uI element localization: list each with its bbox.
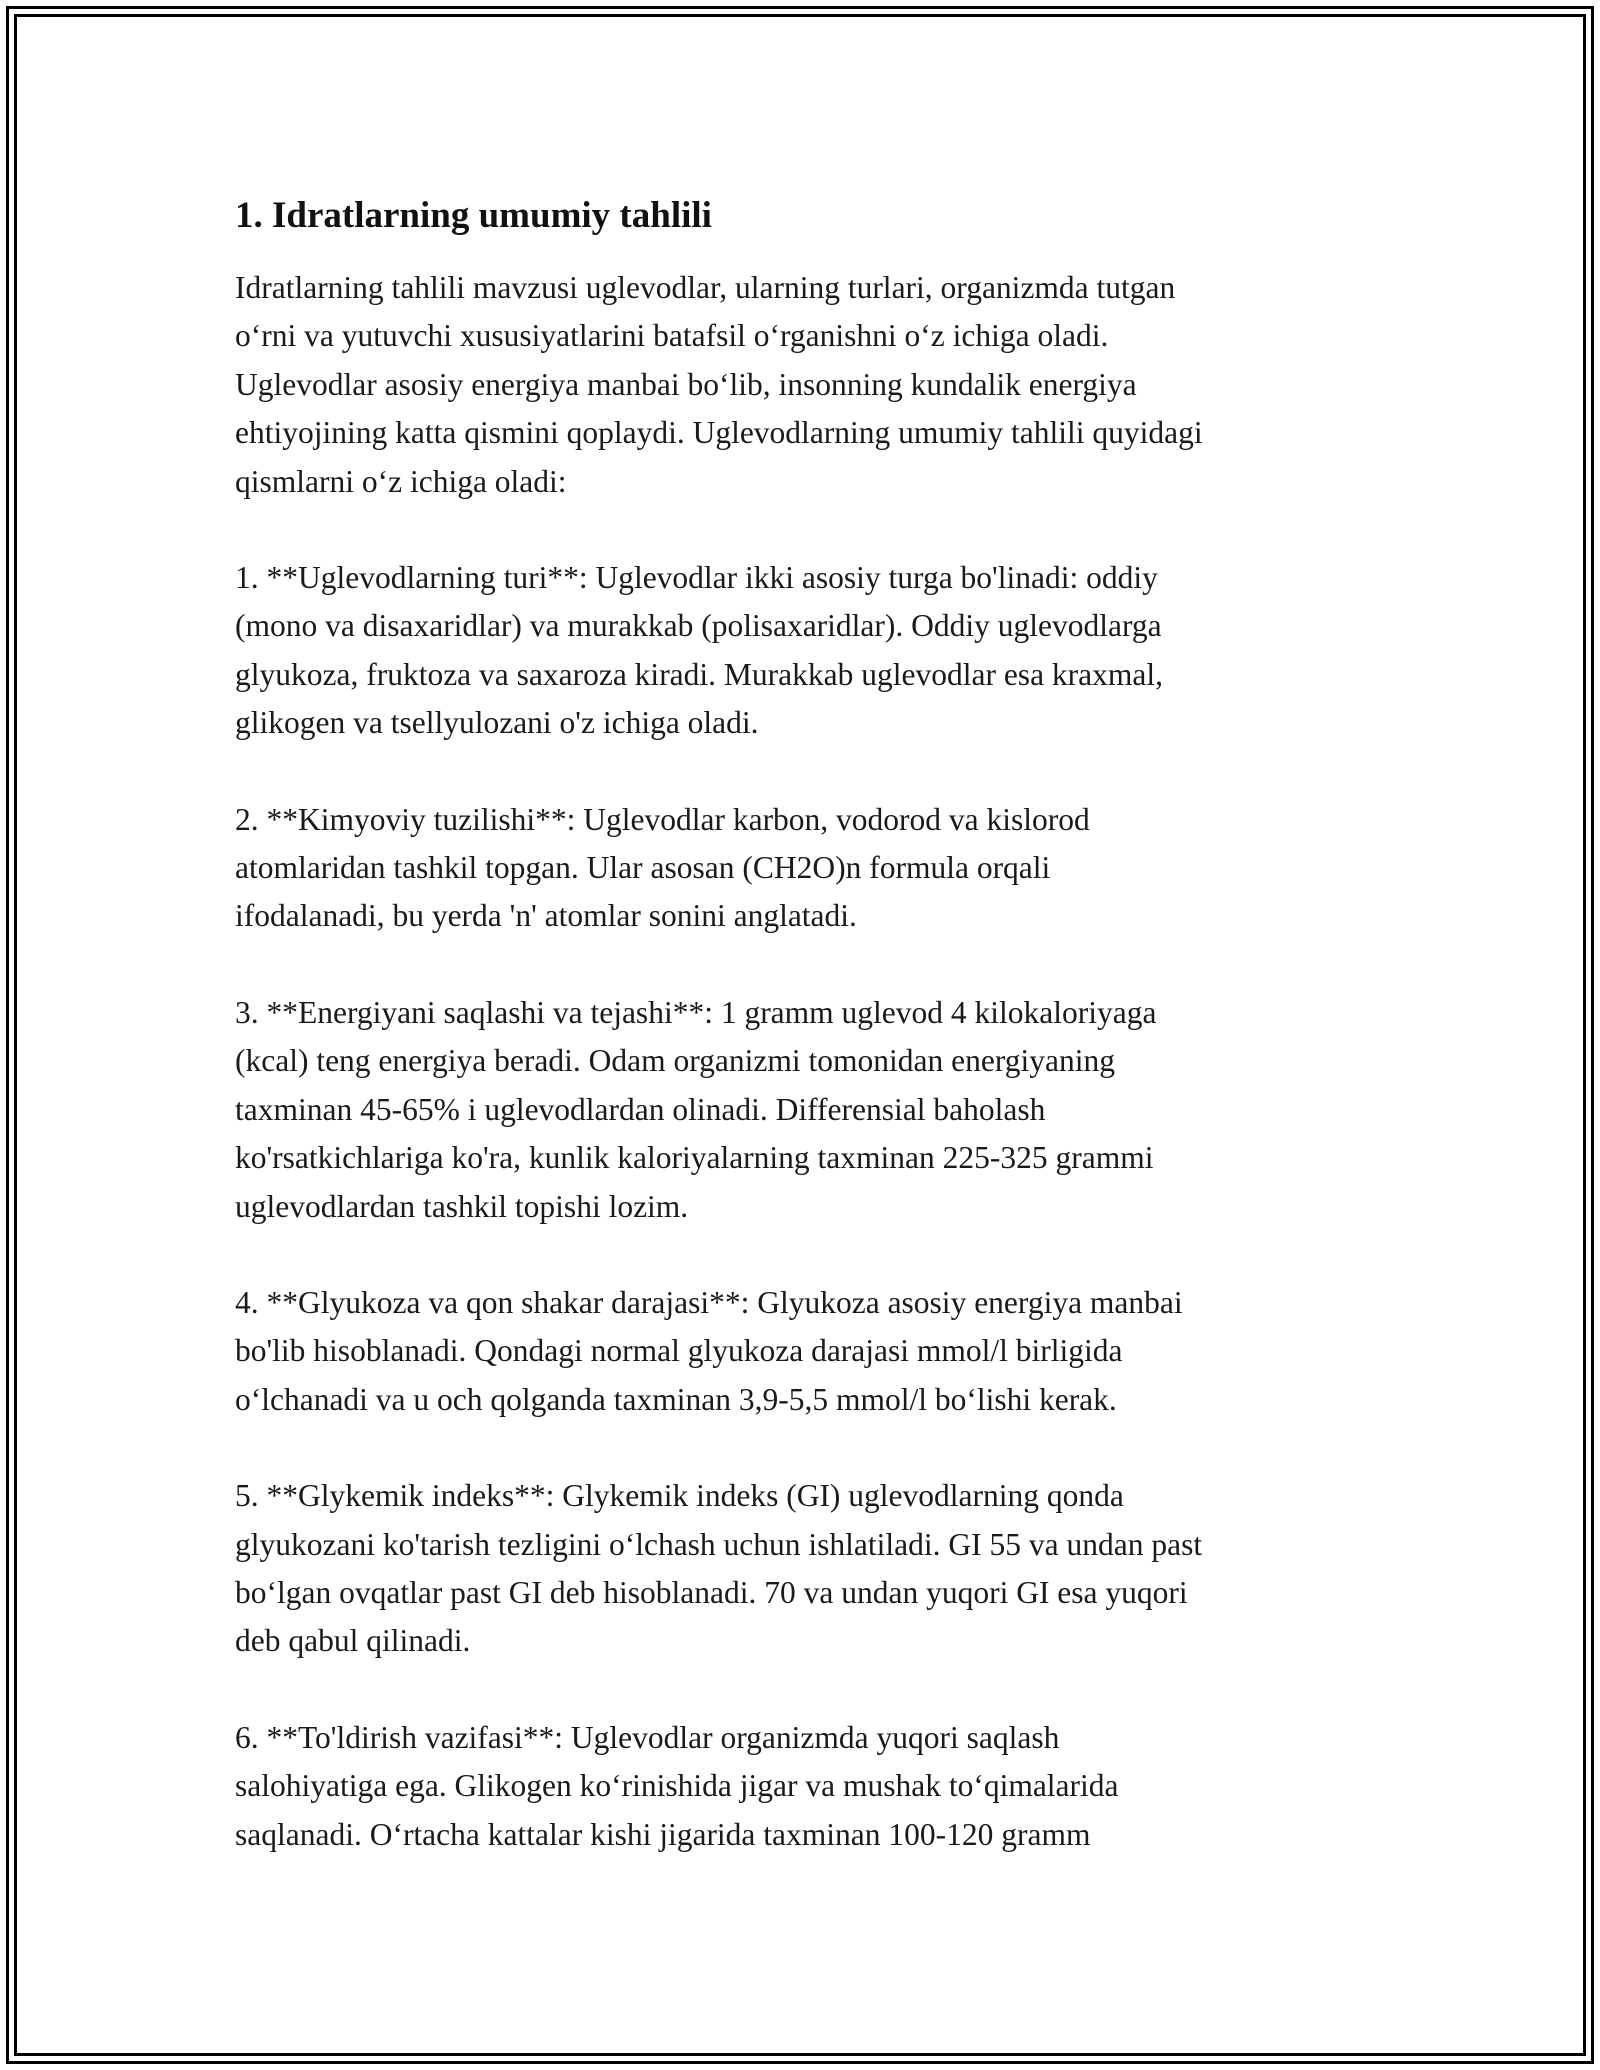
text-line: 4. **Glyukoza va qon shakar darajasi**: Glyukoza asosiy energiya manbai — [235, 1284, 1183, 1320]
text-line: Idratlarning tahlili mavzusi uglevodlar, ularning turlari, organizmda tutgan — [235, 270, 1176, 305]
text-line: ehtiyojining katta qismini qoplaydi. Uglevodlarning umumiy tahlili quyidagi — [235, 415, 1203, 451]
text-line: ko'rsatkichlariga ko'ra, kunlik kaloriyalarning taxminan 225-325 grammi — [235, 1140, 1154, 1176]
list-item-glucose — [235, 1279, 1385, 1424]
list-item-chemical-structure — [235, 796, 1385, 941]
text-line: Uglevodlar asosiy energiya manbai bo‘lib, insonning kundalik energiya — [235, 366, 1137, 402]
text-line: ifodalanadi, bu yerda 'n' atomlar sonini anglatadi. — [235, 898, 857, 934]
text-line: taxminan 45-65% i uglevodlardan olinadi. Differensial baholash — [235, 1091, 1046, 1127]
text-line: o‘rni va yutuvchi xususiyatlarini batafsil o‘rganishni o‘z ichiga oladi. — [235, 318, 1109, 354]
intro-paragraph — [235, 264, 1385, 506]
text-line: glyukoza, fruktoza va saxaroza kiradi. Murakkab uglevodlar esa kraxmal, — [235, 656, 1164, 692]
text-line: 1. **Uglevodlarning turi**: Uglevodlar ikki asosiy turga bo'linadi: oddiy — [235, 560, 1158, 596]
text-line: glyukozani ko'tarish tezligini o‘lchash uchun ishlatiladi. GI 55 va undan past — [235, 1526, 1203, 1562]
text-line: qismlarni o‘z ichiga oladi: — [235, 463, 567, 499]
list-item-storage — [235, 1714, 1385, 1859]
text-line: uglevodlardan tashkil topishi lozim. — [235, 1188, 689, 1224]
list-item-glycemic-index — [235, 1472, 1385, 1666]
text-line: bo'lib hisoblanadi. Qondagi normal glyukoza darajasi mmol/l birligida — [235, 1333, 1123, 1369]
text-line: 5. **Glykemik indeks**: Glykemik indeks (GI) uglevodlarning qonda — [235, 1478, 1124, 1514]
section-heading: 1. Idratlarning umumiy tahlili — [235, 195, 712, 236]
text-line: saqlanadi. O‘rtacha kattalar kishi jigarida taxminan 100-120 gramm — [235, 1816, 1091, 1852]
document-body — [235, 188, 1385, 1907]
text-line: deb qabul qilinadi. — [235, 1623, 471, 1659]
text-line: atomlaridan tashkil topgan. Ular asosan (CH2O)n formula orqali — [235, 850, 1051, 886]
text-line: (mono va disaxaridlar) va murakkab (polisaxaridlar). Oddiy uglevodlarga — [235, 608, 1162, 644]
text-line: 3. **Energiyani saqlashi va tejashi**: 1 gramm uglevod 4 kilokaloriyaga — [235, 994, 1157, 1030]
text-line: glikogen va tsellyulozani o'z ichiga oladi. — [235, 705, 759, 741]
text-line: 6. **To'ldirish vazifasi**: Uglevodlar organizmda yuqori saqlash — [235, 1719, 1060, 1755]
text-line: 2. **Kimyoviy tuzilishi**: Uglevodlar karbon, vodorod va kislorod — [235, 801, 1090, 837]
text-line: salohiyatiga ega. Glikogen ko‘rinishida jigar va mushak to‘qimalarida — [235, 1768, 1119, 1804]
text-line: o‘lchanadi va u och qolganda taxminan 3,9-5,5 mmol/l bo‘lishi kerak. — [235, 1381, 1117, 1417]
text-line: (kcal) teng energiya beradi. Odam organizmi tomonidan energiyaning — [235, 1043, 1115, 1079]
text-line: bo‘lgan ovqatlar past GI deb hisoblanadi. 70 va undan yuqori GI esa yuqori — [235, 1574, 1188, 1610]
list-item-energy — [235, 989, 1385, 1231]
list-item-types — [235, 554, 1385, 748]
